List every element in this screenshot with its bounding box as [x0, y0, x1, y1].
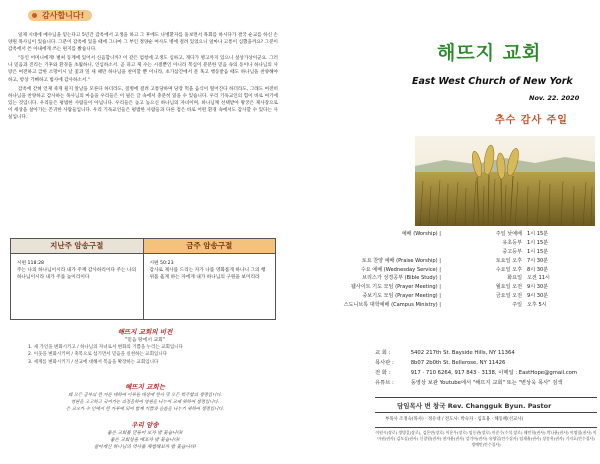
church-is-section: [14, 382, 276, 413]
schedule-service: 웹사이트 기도 모임 (Prayer Meeting) |: [350, 284, 441, 291]
message-paragraph: 감옥에 갇혀 언제 죽게 될지 앞날을 모른다 하더라도, 질병에 걸려 고통당하며 당장 먹을 음식이 떨어진다 하더라도, 그래도 여전히 하나님을 찬양하고 감사하는 목사님의 마음을 우리들은 이 필은 글 속에서 충분히 읽을 수 있습니다. 우리 기독교인의 힘이 바로 여기에 있는 것입니다. 우리들은 평범한 사람들이 아닙니다. 우리들은 높고 높으신 하나님의 자녀이며, 하나님께 선택받아 왕궁은 제사장으로 이 세상을 살아가는 존귀한 사람들입니다. 우리 기독교인들은 평범한 사람들과 다른 점은 바로 어떤 환경 속에서도 감사할 수 있다는 사실입니다.: [8, 86, 278, 121]
bullet-dot-icon: [32, 13, 37, 18]
schedule-time: 1시 15분: [527, 231, 549, 237]
schedule-service: 예배 (Worship) |: [401, 231, 441, 237]
schedule-day: 유초등부: [502, 239, 522, 246]
senior-pastor: 담임목사 변 창국 Rev. Changguk Byun. Pastor: [397, 402, 552, 410]
schedule-time: 9시 30분: [527, 293, 549, 300]
schedule-service: 토요 찬양 예배 (Praise Worship) |: [361, 257, 441, 264]
elders-list: 이원시(장로) 정병걸(장로), 김은연(장로) 이운우(장로) 임동관(장로) 이준수(수석 장로) 해인희(권사) 박나윤(권사) 이명철(권사) 이미권(권사) 김도실(권사) 신창원(권사) 권자윤(권사) 강기아(권사) 유영일(안수집사) 임재율(권사) 장송옥(권사) 기지호(안수집사) 정예민(안수집사): [375, 430, 597, 447]
address-value: 8b07 2b0th St. Bellerose, NY 11426: [410, 360, 506, 366]
schedule-day: 중고등부: [502, 248, 522, 255]
address-value: 5402 217th St. Bayside Hills, NY 11364: [410, 350, 515, 356]
last-week-verse-body: [11, 254, 143, 287]
thanks-tag: [28, 10, 92, 21]
wheat-field-image: [415, 136, 595, 226]
this-week-verse-box: [144, 238, 277, 320]
church-is-title: 해뜨지 교회는: [125, 383, 165, 391]
schedule-time: 9시 30분: [527, 284, 549, 291]
address-label: 유튜브 :: [375, 380, 394, 386]
church-is-line: 왜 모든 공부의 한 가운 대하여 이루돌 대상에 한사 및 모든 박주합의 생명입니다.: [68, 393, 222, 398]
schedule-service: 수요 예배 (Wednesday Service) |: [360, 266, 441, 273]
service-theme: 추수 감사 주일: [495, 115, 568, 126]
address-row: [375, 378, 597, 388]
address-row: [375, 358, 597, 368]
last-week-verse-text: 주는 나의 하나님이시라 내가 주께 감사하리이다 주는 나의 하나님이시라 내가 주를 높이리이다: [17, 268, 137, 280]
schedule-service: 브리스가 성경공부 (Bible Study) |: [362, 275, 441, 282]
our-prayer-line: 좋은 교회성을 배포자 밥 꽃습니다!: [110, 438, 180, 443]
schedule-row: [307, 301, 597, 310]
church-name-english: East West Church of New York: [412, 76, 573, 87]
last-week-verse-ref: 시편 118:28: [17, 261, 45, 266]
message-paragraph: 일제 시대에 예수님을 믿는다고 5년간 감옥에서 고생을 하고 그 후에도 나병환자를 돌보면서 목회를 하시다가 결국 순교를 하신 손양원 목사님이 있습니다. 그분이 감옥에 있을 때에 그나마 그 부인 정양순 여사도 병에 걸려 있었으니 얼마나 고통이 심했을까요? 그분이 감옥에서 쓴 아내에게 쓰는 편지를 봤습니다.: [8, 33, 278, 53]
vision-subtitle: "믿음 땅에서 교회": [125, 338, 165, 343]
harvest-wheat-photo: [415, 136, 595, 226]
bulletin-date: Nov. 22. 2020: [529, 94, 580, 102]
schedule-day: 금요일 오전: [495, 293, 522, 300]
schedule-row: [307, 274, 597, 283]
divider: [375, 412, 597, 413]
memory-verses: [10, 238, 276, 320]
thanks-tag-label: 감사합니다!: [42, 11, 85, 20]
message-paragraph: "동인 어머니에게! 벌써 동계에 있어서 신음합니까? 이 같은 엄청에 고생도 심하고, 게다가 병고까지 있으니 설상가상이군요. 그러나 믿음과 진리는 기후와 환경을 초월하니, 인심하소서. 곧 피고 제 수는 시절뿐인 아니라 복심이 분분한 믿음 속의 동이나 하나님의 사랑은 여전하고 급한 소망이시 날 꽃과 잎 새 때만 하나님을 찬미할 뿐 이니라, 초가삼간에서 문 혹고 행동받음 때도 하나님을 찬양해야 하고, 항상 기뻐하고 범사에 감사하소서.": [8, 56, 278, 83]
divider: [375, 427, 597, 428]
schedule-row: [307, 283, 597, 292]
church-name-korean: 해뜨지 교회: [437, 42, 542, 64]
schedule-time: 7시 30분: [527, 257, 549, 264]
our-prayer-line: 좋은 교회를 만들어 보자 밥 꽃습니다!: [107, 431, 183, 436]
vision-item: 3. 세계를 변화시키기 / 선교에 대해서 복음을 확장하는 교회입니다: [28, 359, 159, 365]
schedule-row: [307, 239, 597, 248]
church-is-line: 은 교오가 수 인에서 한 가루에 되어 함께 기쁨과 슬픔을 나누기 위하여 생명입니다.: [65, 407, 225, 412]
schedule-day: 수요일 오후: [495, 266, 522, 273]
schedule-service: 중보기도 모임 (Prayer Meeting) |: [362, 293, 441, 300]
divider: [375, 397, 597, 398]
schedule-day: 화요일: [507, 275, 522, 282]
schedule-day: 주일 낮예배: [495, 231, 522, 237]
our-prayer-section: [14, 420, 276, 451]
staff-list: 부목사 조정숙(목사) · 정유대 / 전도사: 박숙자 · 임효용 · 해동혜(선교사): [385, 417, 524, 422]
schedule-time: 오후 5시: [527, 302, 547, 309]
address-label: 목사관 :: [375, 360, 394, 366]
last-week-verse-box: [10, 238, 144, 320]
schedule-row: [307, 248, 597, 257]
vision-item: 1. 새 가인을 변화시키고 / 하나님의 자녀로서 변화의 기쁨을 누리는 교회입니다: [28, 345, 183, 350]
schedule-time: 8시 30분: [527, 266, 549, 273]
church-vision: [14, 327, 276, 366]
worship-schedule: [307, 230, 597, 310]
this-week-verse-text: 감사로 제사를 드리는 자가 나를 영화롭게 하나니 그의 행위를 옳게 하는 자에게 내가 하나님의 구원을 보이리라: [149, 268, 266, 280]
our-prayer-line: 살아계신 하나님의 역사를 체험해보자 밥 꽃습니다!: [93, 445, 197, 450]
address-label: 교 회 :: [375, 350, 391, 356]
schedule-day: 주일: [512, 302, 522, 309]
schedule-time: 1시 15분: [527, 248, 549, 255]
vision-title: 해뜨지 교회의 비전: [117, 328, 173, 336]
contact-info: [375, 348, 597, 388]
vision-item: 2. 이웃을 변화시키며 / 축복으로 섬기면서 믿음을 실천하는 교회입니다: [28, 352, 167, 358]
schedule-row: [307, 230, 597, 239]
schedule-day: 월요일 오전: [495, 284, 522, 291]
address-value: 917 · 710 6264, 917 843 · 3138, 이메일 : EastHope@gmail.com: [410, 370, 578, 376]
cover-column: [307, 0, 600, 464]
schedule-row: [307, 266, 597, 275]
schedule-time: 1시 15분: [527, 239, 549, 246]
our-prayer-title: 우리 암송: [131, 421, 159, 429]
schedule-row: [307, 257, 597, 266]
schedule-day: 토요일 오후: [495, 257, 522, 264]
address-row: [375, 368, 597, 378]
this-week-verse-ref: 시편 50:23: [149, 261, 174, 266]
this-week-verse-body: [144, 254, 276, 287]
this-week-verse-title: 금주 암송구절: [144, 239, 276, 254]
schedule-time: 오전 11시: [527, 275, 550, 282]
schedule-row: [307, 292, 597, 301]
last-week-verse-title: 지난주 암송구절: [11, 239, 143, 254]
church-is-line: 영원을 고고하고 국어가는 의정을하여 영원을 나누어 교제 위하여 생명입니다.: [70, 400, 220, 405]
address-row: [375, 348, 597, 358]
address-label: 전 화 :: [375, 370, 391, 376]
address-value: 동영상 보관 Youtube에서 "해뜨지 교회" 또는 "변상욱 목사" 검색: [410, 380, 563, 386]
pastor-message: [8, 32, 278, 123]
schedule-service: 스도니브톡 대학예배 (Campus Ministry) |: [343, 302, 441, 309]
